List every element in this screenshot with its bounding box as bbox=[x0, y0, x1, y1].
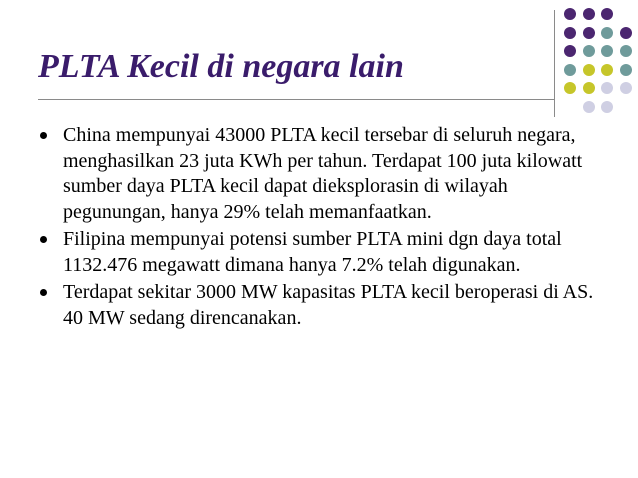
bullet-text: Filipina mempunyai potensi sumber PLTA mini dgn daya total 1132.476 megawatt dimana hanya 7.2% telah digunakan. bbox=[63, 228, 562, 276]
decorative-dot bbox=[564, 45, 576, 57]
bullet-text: Terdapat sekitar 3000 MW kapasitas PLTA kecil beroperasi di AS. 40 MW sedang direncanakan. bbox=[63, 281, 594, 329]
decorative-dot bbox=[601, 101, 613, 113]
bullet-icon bbox=[40, 289, 47, 296]
bullet-list bbox=[40, 123, 610, 333]
decorative-dot bbox=[583, 64, 595, 76]
decorative-dot bbox=[564, 64, 576, 76]
decorative-dot bbox=[583, 8, 595, 20]
decorative-dot bbox=[601, 8, 613, 20]
vertical-divider bbox=[554, 10, 555, 117]
decorative-dot-grid bbox=[562, 4, 638, 116]
decorative-dot bbox=[583, 45, 595, 57]
decorative-dot bbox=[564, 27, 576, 39]
decorative-dot bbox=[583, 101, 595, 113]
decorative-dot bbox=[620, 82, 632, 94]
decorative-dot bbox=[620, 27, 632, 39]
decorative-dot bbox=[601, 45, 613, 57]
decorative-dot bbox=[583, 27, 595, 39]
decorative-dot bbox=[620, 64, 632, 76]
decorative-dot bbox=[601, 82, 613, 94]
title-underline bbox=[38, 99, 554, 100]
bullet-icon bbox=[40, 236, 47, 243]
decorative-dot bbox=[564, 8, 576, 20]
bullet-icon bbox=[40, 132, 47, 139]
bullet-text: China mempunyai 43000 PLTA kecil tersebar di seluruh negara, menghasilkan 23 juta KWh per tahun. Terdapat 100 juta kilowatt sumber daya PLTA kecil dapat dieksplorasin di wilayah pegunungan, hanya 29% telah memanfaatkan. bbox=[63, 124, 583, 223]
slide-title: PLTA Kecil di negara lain bbox=[38, 48, 404, 85]
decorative-dot bbox=[601, 27, 613, 39]
decorative-dot bbox=[620, 45, 632, 57]
decorative-dot bbox=[583, 82, 595, 94]
decorative-dot bbox=[601, 64, 613, 76]
bullet-item bbox=[40, 280, 610, 331]
decorative-dot bbox=[564, 82, 576, 94]
bullet-item bbox=[40, 123, 610, 225]
bullet-item bbox=[40, 227, 610, 278]
